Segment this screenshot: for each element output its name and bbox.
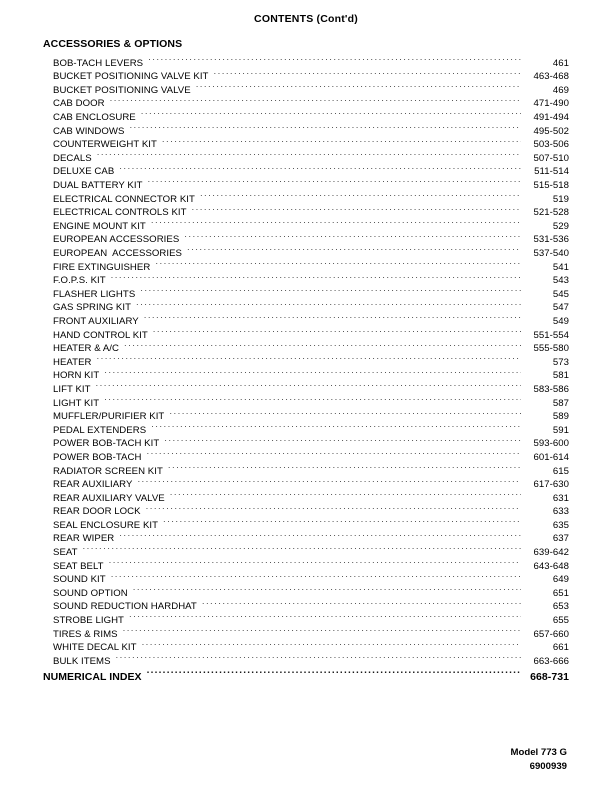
- dot-leader: [184, 229, 521, 243]
- toc-entry[interactable]: [43, 106, 569, 124]
- toc-entry[interactable]: [43, 528, 569, 545]
- dot-leader: [104, 392, 521, 406]
- toc-entry-label: EUROPEAN ACCESSORIES: [53, 234, 180, 246]
- toc-entry-label: DECALS: [53, 152, 92, 164]
- toc-entry-pages: 633: [552, 506, 569, 518]
- dot-leader: [129, 609, 521, 623]
- toc-entry-label: HEATER: [53, 356, 92, 368]
- dot-leader: [140, 283, 521, 297]
- dot-leader: [110, 93, 521, 107]
- dot-leader: [146, 501, 521, 515]
- toc-entry[interactable]: [43, 378, 569, 395]
- dot-leader: [104, 365, 521, 379]
- toc-entry[interactable]: [43, 541, 569, 559]
- toc-entry-pages: 668-731: [530, 671, 569, 684]
- dot-leader: [170, 487, 521, 501]
- toc-entry[interactable]: [43, 650, 569, 667]
- toc-entry-label: LIFT KIT: [53, 383, 91, 395]
- dot-leader: [119, 528, 521, 542]
- toc-entry-pages: 555-580: [533, 343, 569, 355]
- toc-entry-pages: 593-600: [533, 438, 569, 450]
- toc-section-heading: ACCESSORIES & OPTIONS: [43, 38, 183, 50]
- toc-entry-label: NUMERICAL INDEX: [43, 671, 142, 684]
- dot-leader: [96, 378, 521, 392]
- toc-entry-pages: 643-648: [533, 560, 569, 572]
- toc-entry-pages: 651: [552, 587, 569, 599]
- dot-leader: [146, 446, 521, 460]
- toc-entry-pages: 661: [552, 642, 569, 654]
- toc-entry-pages: 639-642: [533, 547, 569, 559]
- toc-entry-label: REAR AUXILIARY VALVE: [53, 492, 165, 504]
- toc-entry-pages: 601-614: [533, 451, 569, 463]
- toc-entry-label: FRONT AUXILIARY: [53, 315, 139, 327]
- dot-leader: [141, 106, 521, 120]
- dot-leader: [129, 120, 521, 134]
- toc-entry-label: CAB ENCLOSURE: [53, 112, 136, 124]
- toc-entry-pages: 511-514: [534, 166, 569, 178]
- toc-entry[interactable]: [43, 623, 569, 640]
- toc-entry-label: BUCKET POSITIONING VALVE KIT: [53, 71, 209, 83]
- toc-entry[interactable]: [43, 555, 569, 572]
- dot-leader: [142, 637, 521, 651]
- toc-entry-pages: 631: [552, 492, 569, 504]
- dot-leader: [147, 174, 521, 188]
- toc-entry-label: FLASHER LIGHTS: [53, 288, 136, 300]
- toc-entry-label: HEATER & A/C: [53, 343, 119, 355]
- page-title: CONTENTS (Cont'd): [254, 13, 358, 25]
- toc-entry-pages: 463-468: [533, 71, 569, 83]
- toc-entry-pages: 587: [552, 397, 569, 409]
- toc-entry-pages: 591: [552, 424, 569, 436]
- toc-entry-pages: 637: [552, 533, 569, 545]
- toc-entry-pages: 635: [552, 519, 569, 531]
- toc-entry-pages: 461: [552, 57, 569, 69]
- toc-entry-label: STROBE LIGHT: [53, 615, 124, 627]
- toc-entry-pages: 471-490: [533, 98, 569, 110]
- dot-leader: [97, 351, 521, 365]
- toc-entry-numerical-index[interactable]: [43, 665, 569, 684]
- dot-leader: [202, 596, 521, 610]
- toc-entry-label: EUROPEAN ACCESSORIES: [53, 248, 183, 259]
- toc-entry[interactable]: [43, 351, 569, 368]
- table-of-contents: [43, 38, 569, 684]
- dot-leader: [97, 147, 521, 161]
- toc-entry-label: BUCKET POSITIONING VALVE: [53, 84, 191, 96]
- footer-model: Model 773 G: [510, 747, 567, 758]
- toc-entry-label: DUAL BATTERY KIT: [53, 180, 143, 192]
- toc-entry-label: POWER BOB-TACH KIT: [53, 438, 160, 450]
- toc-entry[interactable]: [43, 637, 569, 654]
- toc-entry-label: REAR AUXILIARY: [53, 479, 133, 491]
- toc-entry-pages: 521-528: [533, 207, 569, 219]
- toc-entry-pages: 573: [552, 356, 569, 368]
- toc-entry-label: RADIATOR SCREEN KIT: [53, 465, 163, 477]
- toc-entry-label: BOB-TACH LEVERS: [53, 57, 144, 69]
- dot-leader: [136, 297, 521, 311]
- toc-entry-pages: 541: [552, 261, 569, 273]
- dot-leader: [151, 215, 521, 229]
- toc-entry-label: SOUND OPTION: [53, 587, 128, 599]
- toc-entry[interactable]: [43, 569, 569, 586]
- dot-leader: [213, 66, 521, 80]
- toc-entry-label: ELECTRICAL CONNECTOR KIT: [53, 193, 195, 205]
- dot-leader: [144, 310, 521, 324]
- toc-entry-label: HAND CONTROL KIT: [53, 329, 148, 341]
- toc-entry-label: MUFFLER/PURIFIER KIT: [53, 411, 165, 423]
- toc-entry[interactable]: [43, 392, 569, 409]
- dot-leader: [147, 665, 521, 680]
- toc-entry-pages: 545: [552, 288, 569, 300]
- dot-leader: [155, 256, 521, 270]
- toc-entry-pages: 503-506: [533, 139, 569, 151]
- dot-leader: [168, 460, 521, 474]
- toc-entry[interactable]: [43, 582, 569, 599]
- toc-entry-pages: 515-518: [533, 180, 569, 192]
- toc-entry-label: COUNTERWEIGHT KIT: [53, 139, 157, 151]
- toc-entry-pages: 507-510: [533, 152, 569, 164]
- toc-entry-label: BULK ITEMS: [53, 655, 111, 667]
- toc-entry-pages: 551-554: [533, 329, 569, 341]
- toc-entry[interactable]: [43, 406, 569, 423]
- dot-leader: [124, 338, 521, 352]
- toc-entry-label: SEAT BELT: [53, 560, 104, 572]
- dot-leader: [164, 433, 521, 447]
- toc-entry-label: SOUND REDUCTION HARDHAT: [53, 601, 197, 613]
- dot-leader: [123, 623, 521, 637]
- toc-entry-pages: 491-494: [533, 112, 569, 124]
- dot-leader: [137, 474, 521, 488]
- dot-leader: [192, 202, 521, 216]
- dot-leader: [83, 541, 521, 555]
- toc-entry[interactable]: [43, 52, 569, 69]
- toc-entry-pages: 549: [552, 315, 569, 327]
- dot-leader: [151, 419, 521, 433]
- toc-entry[interactable]: [43, 161, 569, 178]
- toc-entry-pages: 655: [552, 615, 569, 627]
- toc-entry-label: ENGINE MOUNT KIT: [53, 220, 146, 232]
- dot-leader: [153, 324, 521, 338]
- toc-entry-label: TIRES & RIMS: [53, 628, 118, 640]
- toc-entry-label: F.O.P.S. KIT: [53, 275, 106, 287]
- dot-leader: [187, 242, 521, 256]
- toc-entry[interactable]: [43, 365, 569, 382]
- toc-entry[interactable]: [43, 174, 569, 192]
- toc-entry-label: LIGHT KIT: [53, 397, 100, 409]
- toc-entry[interactable]: [43, 283, 569, 300]
- toc-entry-label: GAS SPRING KIT: [53, 302, 131, 314]
- toc-entry-pages: 617-630: [533, 479, 569, 491]
- toc-entry-pages: 469: [552, 84, 569, 96]
- dot-leader: [133, 582, 521, 596]
- dot-leader: [109, 555, 521, 569]
- toc-entry-label: SEAT: [53, 547, 78, 559]
- toc-entry-label: ELECTRICAL CONTROLS KIT: [53, 207, 187, 219]
- toc-entry[interactable]: [43, 147, 569, 164]
- toc-entry-label: SEAL ENCLOSURE KIT: [53, 519, 159, 531]
- dot-leader: [119, 161, 521, 175]
- toc-entry[interactable]: [43, 93, 569, 110]
- toc-entry-pages: 529: [552, 220, 569, 232]
- toc-entry[interactable]: [43, 270, 569, 287]
- toc-entry-label: DELUXE CAB: [53, 166, 115, 178]
- dot-leader: [196, 79, 521, 93]
- toc-entry-pages: 583-586: [533, 383, 569, 395]
- toc-entry-label: REAR WIPER: [53, 533, 115, 545]
- toc-entry-label: PEDAL EXTENDERS: [53, 424, 147, 436]
- toc-entry-label: FIRE EXTINGUISHER: [53, 261, 151, 273]
- toc-entry-label: CAB WINDOWS: [53, 125, 125, 137]
- toc-entry-pages: 547: [552, 302, 569, 314]
- toc-entry-label: REAR DOOR LOCK: [53, 506, 141, 518]
- toc-entry-label: SOUND KIT: [53, 574, 106, 586]
- dot-leader: [162, 134, 521, 148]
- toc-entry-label: CAB DOOR: [53, 98, 105, 110]
- toc-entry-pages: 663-666: [533, 655, 569, 667]
- toc-entry-pages: 519: [552, 193, 569, 205]
- toc-entry-pages: 615: [552, 465, 569, 477]
- toc-entry-pages: 649: [552, 574, 569, 586]
- toc-entry-label: WHITE DECAL KIT: [53, 642, 137, 654]
- toc-entry-pages: 581: [552, 370, 569, 382]
- toc-entry-label: POWER BOB-TACH: [53, 451, 142, 463]
- dot-leader: [111, 569, 521, 583]
- toc-entry-pages: 657-660: [533, 628, 569, 640]
- footer-part-number: 6900939: [529, 761, 567, 772]
- dot-leader: [148, 52, 521, 66]
- dot-leader: [169, 406, 521, 420]
- dot-leader: [163, 514, 521, 528]
- toc-entry-pages: 537-540: [533, 248, 569, 259]
- dot-leader: [200, 188, 521, 202]
- dot-leader: [111, 270, 521, 284]
- toc-entry-pages: 543: [552, 275, 569, 287]
- page-footer: [510, 746, 567, 774]
- toc-entry-pages: 653: [552, 601, 569, 613]
- dot-leader: [116, 650, 521, 664]
- toc-entry-pages: 589: [552, 411, 569, 423]
- toc-entry-label: HORN KIT: [53, 370, 100, 382]
- toc-entry-pages: 531-536: [533, 234, 569, 246]
- toc-entry-list: [43, 52, 569, 667]
- toc-entry-pages: 495-502: [533, 125, 569, 137]
